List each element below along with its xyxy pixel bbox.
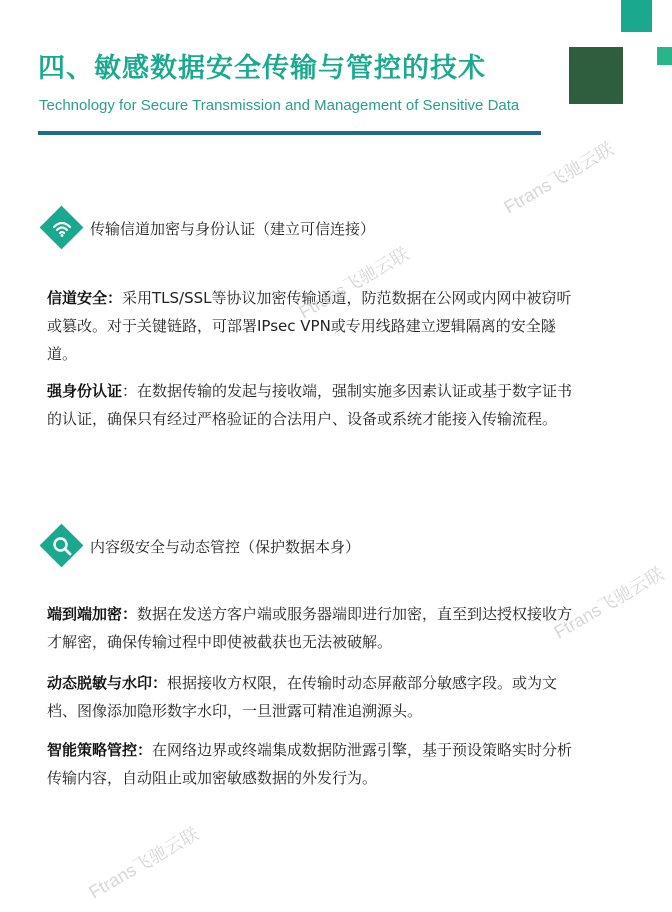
- title-underline: [38, 131, 541, 135]
- paragraph-term: 智能策略管控：: [47, 741, 153, 759]
- watermark: Ftrans飞驰云联: [500, 138, 618, 218]
- edge-decoration-square: [657, 47, 672, 65]
- wifi-icon: [50, 216, 74, 240]
- page-subtitle: Technology for Secure Transmission and Management of Sensitive Data: [39, 97, 520, 114]
- section-badge: [40, 206, 84, 250]
- paragraph-term: 强身份认证: [47, 382, 123, 400]
- section-heading-channel-security: [40, 206, 375, 250]
- corner-decoration-square: [621, 0, 652, 32]
- paragraph-term: 动态脱敏与水印：: [47, 674, 168, 692]
- paragraph-dynamic-masking: [47, 669, 583, 725]
- paragraph-policy-control: [47, 736, 583, 792]
- watermark: Ftrans飞驰云联: [85, 823, 203, 903]
- watermark: Ftrans飞驰云联: [550, 563, 668, 643]
- paragraph-text: ：在数据传输的发起与接收端，强制实施多因素认证或基于数字证书的认证，确保只有经过严格验证的合法用户、设备或系统才能接入传输流程。: [47, 382, 573, 428]
- paragraph-strong-authentication: [47, 377, 583, 433]
- watermark: Ftrans飞驰云联: [295, 243, 413, 323]
- section-badge: [40, 524, 84, 568]
- section-heading-text: 内容级安全与动态管控（保护数据本身）: [90, 537, 361, 556]
- paragraph-text: 采用TLS/SSL等协议加密传输通道，防范数据在公网或内网中被窃听或篡改。对于关键链路，可部署IPsec VPN或专用线路建立逻辑隔离的安全隧道。: [47, 289, 572, 363]
- paragraph-text: 根据接收方权限，在传输时动态屏蔽部分敏感字段。或为文档、图像添加隐形数字水印，一旦泄露可精准追溯源头。: [47, 674, 558, 720]
- paragraph-text: 数据在发送方客户端或服务器端即进行加密，直至到达授权接收方才解密，确保传输过程中即使被截获也无法被破解。: [47, 605, 573, 651]
- paragraph-channel-security: [47, 284, 583, 368]
- section-heading-content-security: [40, 524, 360, 568]
- paragraph-term: 信道安全：: [47, 289, 123, 307]
- search-icon: [50, 534, 74, 558]
- section-heading-text: 传输信道加密与身份认证（建立可信连接）: [90, 219, 376, 238]
- page-title: 四、敏感数据安全传输与管控的技术: [38, 53, 486, 84]
- paragraph-term: 端到端加密：: [47, 605, 138, 623]
- header-decoration-block: [569, 47, 623, 104]
- paragraph-text: 在网络边界或终端集成数据防泄露引擎，基于预设策略实时分析传输内容，自动阻止或加密敏感数据的外发行为。: [47, 741, 573, 787]
- paragraph-end-to-end-encryption: [47, 600, 583, 656]
